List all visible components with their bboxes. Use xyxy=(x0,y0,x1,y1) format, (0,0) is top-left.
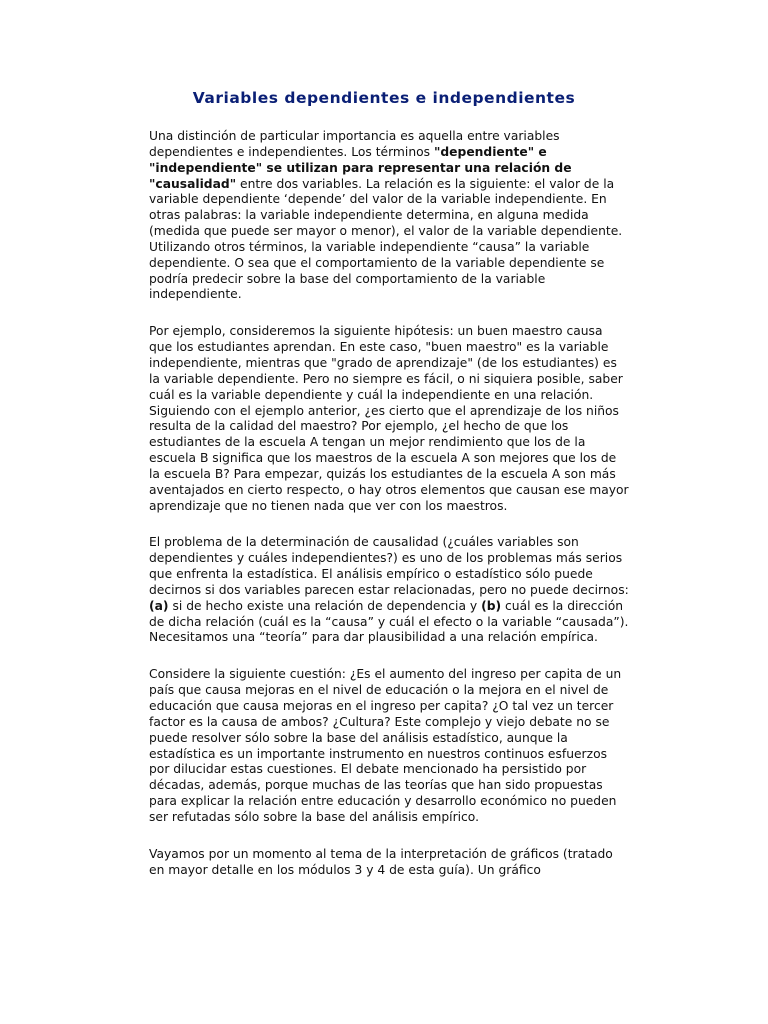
paragraph-text: El problema de la determinación de causalidad (¿cuáles variables son dependientes y cuáles independientes?) es uno de los problemas más serios que enfrenta la estadística. El análisis empírico o estadístico sólo puede decirnos si dos variables parecen estar relacionadas, pero no puede decirnos: xyxy=(149,535,629,597)
paragraph-5 xyxy=(149,847,629,879)
paragraph-text: si de hecho existe una relación de dependencia y xyxy=(168,598,482,613)
paragraph-text: Considere la siguiente cuestión: ¿Es el aumento del ingreso per capita de un país que causa mejoras en el nivel de educación o la mejora en el nivel de educación que causa mejoras en el ingreso per capita? ¿O tal vez un tercer factor es la causa de ambos? ¿Cultura? Este complejo y viejo debate no se puede resolver sólo sobre la base del análisis estadístico, aunque la estadística es un importante instrumento en nuestros continuos esfuerzos por dilucidar estas cuestiones. El debate mencionado ha persistido por décadas, además, porque muchas de las teorías que han sido propuestas para explicar la relación entre educación y desarrollo económico no pueden ser refutadas sólo sobre la base del análisis empírico. xyxy=(149,667,622,824)
paragraph-text: Por ejemplo, consideremos la siguiente hipótesis: un buen maestro causa que los estudiantes aprendan. En este caso, "buen maestro" es la variable independiente, mientras que "grado de aprendizaje" (de los estudiantes) es la variable dependiente. Pero no siempre es fácil, o ni siquiera posible, saber cuál es la variable dependiente y cuál la independiente en una relación. Siguiendo con el ejemplo anterior, ¿es cierto que el aprendizaje de los niños resulta de la calidad del maestro? Por ejemplo, ¿el hecho de que los estudiantes de la escuela A tengan un mejor rendimiento que los de la escuela B significa que los maestros de la escuela A son mejores que los de la escuela B? Para empezar, quizás los estudiantes de la escuela A son más aventajados en cierto respecto, o hay otros elementos que causan ese mayor aprendizaje que no tienen nada que ver con los maestros. xyxy=(149,324,629,513)
document-title: Variables dependientes e independientes xyxy=(192,89,576,107)
paragraph-1 xyxy=(149,129,629,303)
bold-text: "dependiente" e "independiente" se utilizan para representar una relación de "causalidad" xyxy=(149,144,572,191)
paragraph-3 xyxy=(149,535,629,646)
paragraph-text: cuál es la dirección de dicha relación (cuál es la “causa” y cuál el efecto o la variable “causada”). Necesitamos una “teoría” para dar plausibilidad a una relación empírica. xyxy=(149,598,629,645)
bold-text: (a) xyxy=(149,598,169,613)
paragraph-text: entre dos variables. La relación es la siguiente: el valor de la variable dependiente ‘depende’ del valor de la variable independiente. En otras palabras: la variable independiente determina, en alguna medida (medida que puede ser mayor o menor), el valor de la variable dependiente. Utilizando otros términos, la variable independiente “causa” la variable dependiente. O sea que el comportamiento de la variable dependiente se podría predecir sobre la base del comportamiento de la variable independiente. xyxy=(149,176,623,302)
paragraph-text: Vayamos por un momento al tema de la interpretación de gráficos (tratado en mayor detalle en los módulos 3 y 4 de esta guía). Un gráfico xyxy=(149,846,613,877)
paragraph-2 xyxy=(149,324,629,514)
bold-text: (b) xyxy=(481,598,502,613)
paragraph-text: Una distinción de particular importancia es aquella entre variables dependientes e independientes. Los términos xyxy=(149,129,560,159)
document-body xyxy=(149,129,629,878)
paragraph-4 xyxy=(149,667,629,825)
